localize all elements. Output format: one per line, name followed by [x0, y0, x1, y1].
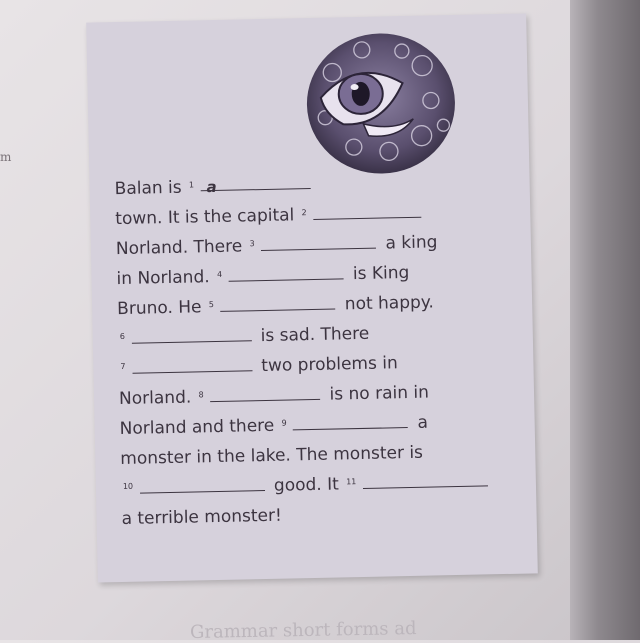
- gap-number-10: 10: [122, 481, 134, 492]
- edge-glyph: m: [0, 150, 12, 164]
- gap-5[interactable]: [220, 291, 335, 312]
- text-segment: Balan is: [114, 177, 182, 200]
- gap-number-11: 11: [346, 477, 357, 487]
- text-segment: is sad. There: [260, 323, 370, 347]
- monster-eye-illustration: [301, 30, 459, 183]
- gap-2[interactable]: [313, 199, 421, 220]
- gap-number-5: 5: [208, 300, 215, 310]
- text-segment: a terrible monster!: [121, 505, 283, 530]
- exercise-card: [86, 13, 538, 582]
- footer-partial-text: Grammar short forms ad: [189, 618, 417, 643]
- exercise-text: [114, 166, 521, 534]
- gap-10[interactable]: [139, 472, 264, 494]
- text-segment: two problems in: [261, 353, 398, 377]
- text-segment: is King: [352, 262, 410, 285]
- text-segment: a: [417, 412, 429, 433]
- gap-number-3: 3: [249, 239, 255, 249]
- text-segment: good. It: [273, 474, 339, 496]
- gap-number-4: 4: [216, 269, 223, 279]
- gap-number-9: 9: [281, 418, 287, 428]
- gap-number-1: 1: [188, 180, 195, 190]
- gap-1[interactable]: [200, 170, 310, 197]
- gap-3[interactable]: [261, 230, 376, 251]
- text-segment: is no rain in: [329, 382, 430, 405]
- gap-number-2: 2: [301, 208, 307, 218]
- gap-4[interactable]: [228, 260, 343, 281]
- gap-number-8: 8: [198, 390, 204, 400]
- gap-9[interactable]: [293, 409, 408, 430]
- text-segment: monster in the lake. The monster is: [120, 442, 424, 470]
- gap-7[interactable]: [132, 352, 252, 374]
- gap-8[interactable]: [210, 381, 320, 402]
- text-segment: Bruno. He: [116, 297, 202, 320]
- text-segment: in Norland.: [116, 267, 210, 290]
- gap-1-answer: a: [206, 177, 217, 197]
- text-segment: a king: [385, 232, 438, 254]
- book-edge: [570, 0, 640, 640]
- text-segment: Norland. There: [115, 236, 243, 260]
- text-segment: Norland.: [118, 387, 192, 410]
- gap-11[interactable]: [362, 467, 487, 489]
- text-segment: town. It is the capital: [115, 205, 295, 230]
- gap-number-6: 6: [119, 331, 125, 342]
- text-segment: Norland and there: [119, 415, 275, 440]
- gap-number-7: 7: [120, 361, 126, 372]
- gap-6[interactable]: [131, 322, 251, 344]
- text-segment: not happy.: [344, 292, 435, 315]
